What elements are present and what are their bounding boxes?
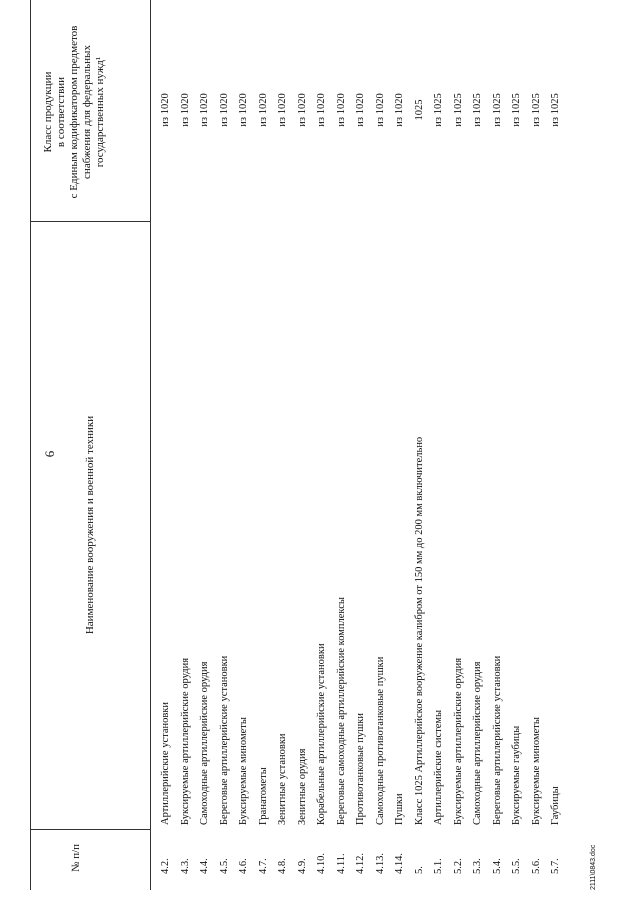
row-number: 4.4. [199, 858, 210, 874]
row-class: из 1025 [472, 93, 483, 127]
file-reference: 2111\0843.doc [590, 844, 597, 890]
table-row [313, 0, 331, 890]
row-number: 4.9. [296, 858, 308, 874]
header-class-line: в соответствии [55, 76, 67, 148]
row-name: Артиллерийские системы [433, 709, 444, 825]
row-number: 5.3. [472, 858, 483, 874]
row-name: Самоходные артиллерийские орудия [199, 661, 210, 825]
page-number: 6 [42, 450, 57, 458]
row-class: из 1020 [374, 93, 386, 127]
table-row [177, 0, 195, 890]
table-row [196, 0, 214, 890]
row-number: 5.5. [511, 858, 522, 874]
row-class: из 1020 [199, 93, 210, 127]
table-row [216, 0, 234, 890]
row-number: 4.11. [335, 853, 347, 874]
row-name: Береговые артиллерийские установки [218, 655, 230, 825]
col-divider-num [30, 829, 150, 830]
row-class: из 1025 [491, 93, 503, 127]
table-row [430, 0, 448, 890]
row-number: 4.12. [355, 853, 366, 874]
row-name: Зенитные установки [277, 733, 288, 825]
table-row [469, 0, 487, 890]
row-class: из 1025 [511, 93, 522, 127]
header-name: Наименование вооружения и военной техники [84, 415, 96, 635]
row-name: Корабельные артиллерийские установки [316, 643, 327, 825]
header-bottom-border [150, 0, 151, 890]
row-class: из 1020 [238, 93, 249, 127]
row-name: Буксируемые минометы [530, 717, 542, 825]
row-name: Буксируемые гаубицы [511, 725, 522, 825]
row-class: из 1025 [550, 93, 561, 127]
row-number: 4.14. [394, 853, 405, 874]
row-number: 5.6. [530, 858, 542, 874]
row-name: Класс 1025 Артиллерийское вооружение калибром от 150 мм до 200 мм включительно [413, 436, 425, 825]
header-class-line: с Единым кодификатором предметов [68, 25, 80, 199]
row-number: 4.13. [374, 853, 386, 874]
table-row [352, 0, 370, 890]
row-number: 5.7. [550, 858, 561, 874]
table-row [547, 0, 565, 890]
row-number: 4.8. [277, 858, 288, 874]
table-row [528, 0, 546, 890]
row-number: 4.7. [257, 858, 269, 874]
row-number: 5.2. [452, 858, 464, 874]
row-name: Самоходные противотанковые пушки [374, 656, 386, 825]
table-row [255, 0, 273, 890]
row-class: из 1025 [530, 93, 542, 127]
header-class-line: государственных нужд¹ [94, 56, 106, 168]
row-name: Гаубицы [550, 786, 561, 825]
row-class: из 1020 [335, 93, 347, 127]
row-name: Буксируемые артиллерийские орудия [452, 657, 464, 825]
table-row [508, 0, 526, 890]
row-number: 4.2. [160, 858, 171, 874]
table-row [235, 0, 253, 890]
header-class [42, 6, 107, 218]
row-name: Береговые самоходные артиллерийские комплексы [335, 597, 347, 825]
row-number: 4.5. [218, 858, 230, 874]
row-name: Артиллерийские установки [160, 701, 171, 825]
row-class: из 1020 [394, 93, 405, 127]
row-name: Зенитные орудия [296, 748, 308, 825]
row-class: из 1020 [277, 93, 288, 127]
row-number: 4.6. [238, 858, 249, 874]
row-number: 5.1. [433, 858, 444, 874]
table-row [489, 0, 507, 890]
table-row [294, 0, 312, 890]
row-class: из 1020 [160, 93, 171, 127]
row-class: из 1020 [257, 93, 269, 127]
row-class: из 1020 [316, 93, 327, 127]
row-class: из 1025 [433, 93, 444, 127]
header-num: № п/п [70, 843, 82, 873]
table-row [450, 0, 468, 890]
row-class: из 1025 [452, 93, 464, 127]
row-class: из 1020 [179, 93, 191, 127]
col-divider-class [30, 221, 150, 222]
table-row [157, 0, 175, 890]
row-name: Пушки [394, 793, 405, 825]
row-number: 4.10. [316, 853, 327, 874]
row-class: из 1020 [218, 93, 230, 127]
row-number: 5. [413, 866, 425, 874]
row-class: из 1020 [355, 93, 366, 127]
row-name: Буксируемые минометы [238, 717, 249, 825]
table-row [274, 0, 292, 890]
table-top-border [30, 0, 31, 890]
row-name: Противотанковые пушки [355, 713, 366, 825]
row-name: Самоходные артиллерийские орудия [472, 661, 483, 825]
header-class-line: Класс продукции [42, 71, 54, 153]
row-name: Буксируемые артиллерийские орудия [179, 657, 191, 825]
header-class-line: снабжения для федеральных [81, 45, 93, 179]
row-number: 4.3. [179, 858, 191, 874]
table-row [391, 0, 409, 890]
table-row [372, 0, 390, 890]
row-class: 1025 [413, 99, 425, 121]
table-row [411, 0, 429, 890]
row-number: 5.4. [491, 858, 503, 874]
row-name: Гранатометы [257, 767, 269, 825]
table-row [333, 0, 351, 890]
row-name: Береговые артиллерийские установки [491, 655, 503, 825]
row-class: из 1020 [296, 93, 308, 127]
